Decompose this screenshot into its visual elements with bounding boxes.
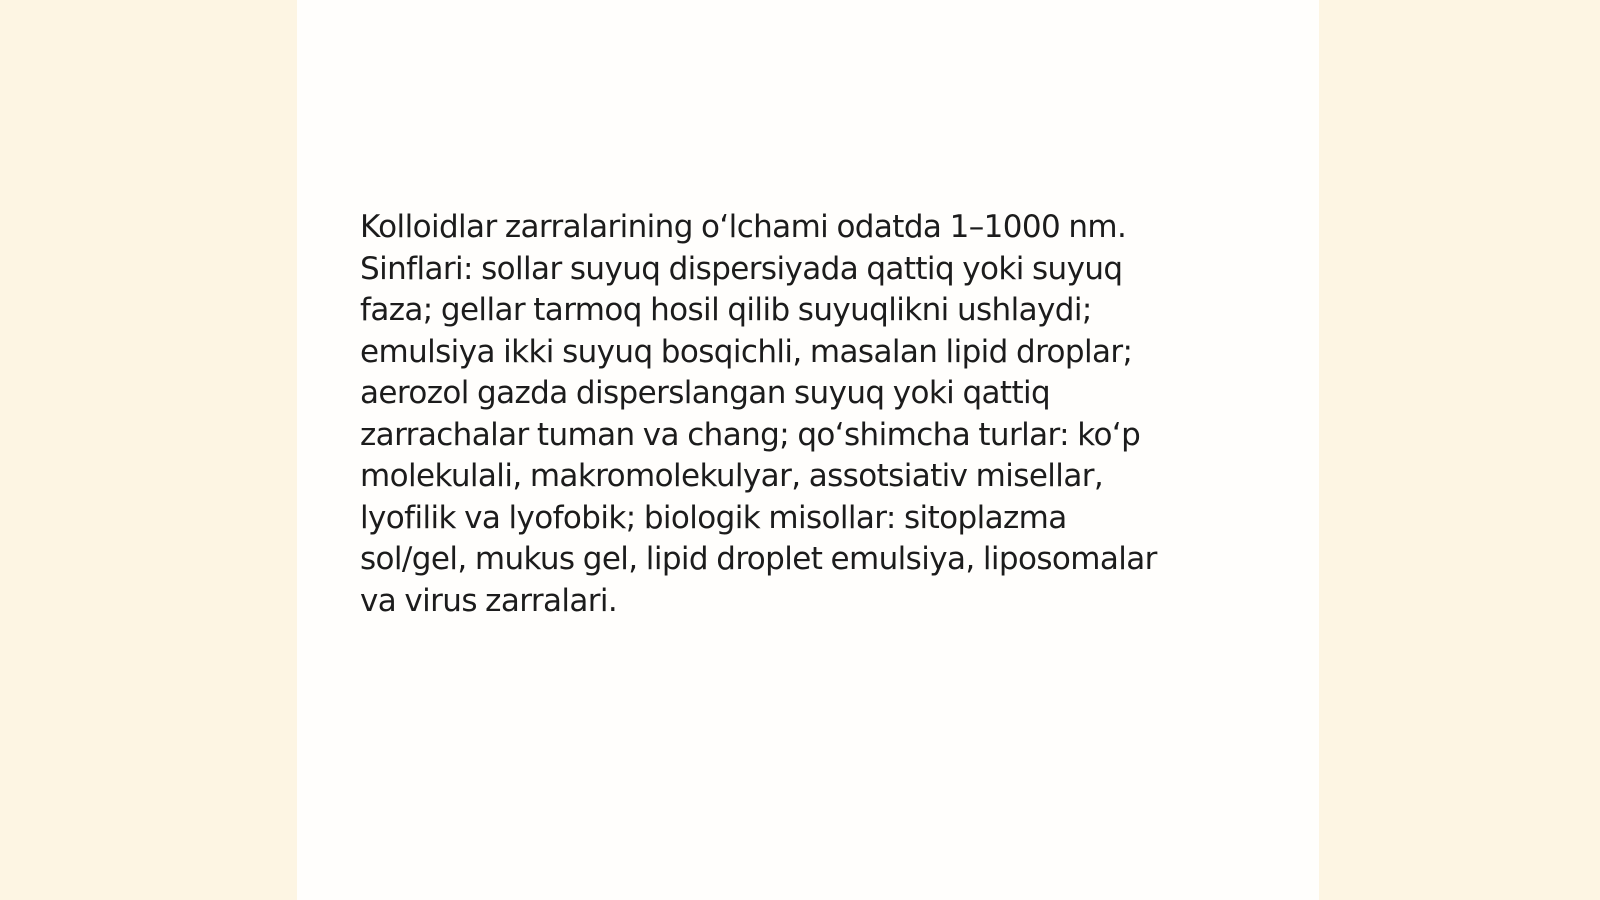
text-line: molekulali, makromolekulyar, assotsiativ misellar, xyxy=(360,458,1104,494)
body-paragraph xyxy=(360,207,1260,622)
text-line: Kolloidlar zarralarining oʻlchami odatda 1–1000 nm. xyxy=(360,209,1127,245)
document-page xyxy=(297,0,1319,900)
text-line: faza; gellar tarmoq hosil qilib suyuqlikni ushlaydi; xyxy=(360,292,1092,328)
text-line: aerozol gazda disperslangan suyuq yoki qattiq xyxy=(360,375,1051,411)
text-line: zarrachalar tuman va chang; qoʻshimcha turlar: koʻp xyxy=(360,416,1141,453)
text-line: sol/gel, mukus gel, lipid droplet emulsiya, liposomalar xyxy=(360,541,1157,577)
text-line: Sinflari: sollar suyuq dispersiyada qattiq yoki suyuq xyxy=(360,250,1123,287)
text-line: lyofilik va lyofobik; biologik misollar: sitoplazma xyxy=(360,499,1067,536)
text-line: va virus zarralari. xyxy=(360,582,618,619)
text-line: emulsiya ikki suyuq bosqichli, masalan lipid droplar; xyxy=(360,333,1133,370)
